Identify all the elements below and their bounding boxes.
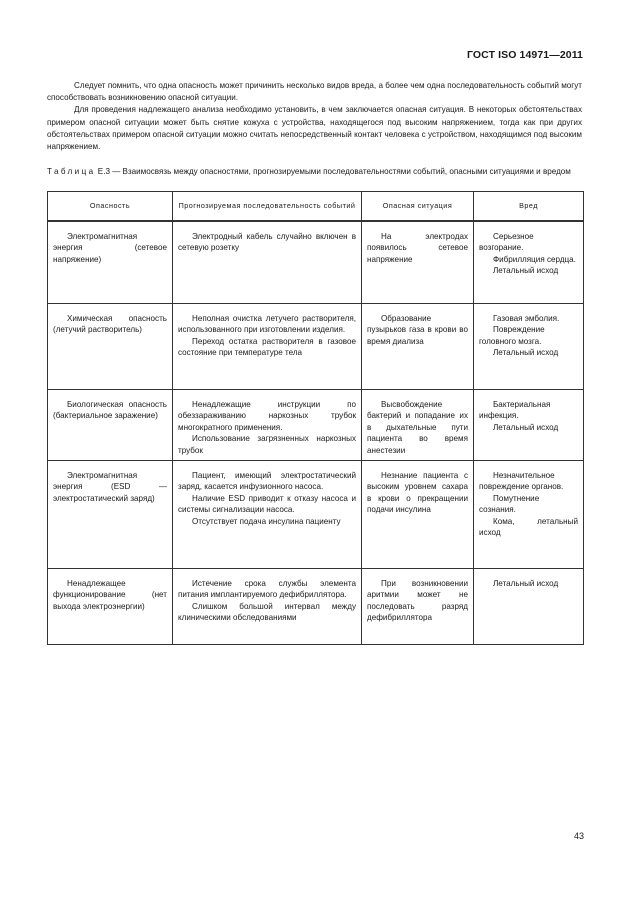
cell-paragraph: Газовая эмболия.	[493, 314, 560, 323]
cell-paragraph: Помутнение сознания.	[479, 493, 540, 515]
cell-paragraph: Отсутствует подача инсулина пациенту	[192, 516, 341, 526]
document-header: ГОСТ ISO 14971—2011	[466, 49, 583, 61]
table-caption-text: — Взаимосвязь между опасностями, прогнозируемыми последовательностями событий, опасными ситуациями и вредом	[109, 167, 571, 176]
table-row	[48, 569, 584, 645]
hazard-cell	[48, 390, 173, 461]
cell-paragraph: Неполная очистка летучего растворителя, использованного при изготовлении изделия.	[178, 314, 356, 335]
cell-paragraph: Ненадлежащие инструкции по обеззараживанию наркозных трубок многократного применения.	[178, 400, 356, 432]
harm-cell	[474, 461, 584, 569]
cell-paragraph: Электромагнитная энергия (ESD — электростатический заряд)	[53, 471, 167, 503]
cell-paragraph: Летальный исход	[493, 348, 559, 358]
cell-paragraph: Химическая опасность (летучий растворитель)	[53, 314, 167, 335]
cell-paragraph: Бактериальная инфекция.	[479, 400, 551, 421]
hazard-cell	[48, 221, 173, 304]
cell-paragraph: Истечение срока службы элемента питания имплантируемого дефибриллятора.	[178, 579, 356, 600]
table-row	[48, 390, 584, 461]
cell-paragraph: Летальный исход	[493, 579, 559, 589]
cell-paragraph: Использование загрязненных наркозных трубок	[178, 434, 356, 455]
column-header-hazard: Опасность	[48, 192, 173, 222]
hazard-table	[47, 191, 584, 645]
cell-paragraph: Ненадлежащее функционирование (нет выхода электроэнергии)	[53, 579, 167, 611]
cell-paragraph: Фибрилляция сердца.	[493, 254, 576, 264]
hazard-cell	[48, 569, 173, 645]
column-header-harm: Вред	[474, 192, 584, 222]
cell-paragraph: Электромагнитная энергия (сетевое напряжение)	[53, 232, 167, 264]
cell-paragraph: Незнание пациента с высоким уровнем сахара в крови о прекращении подачи инсулина	[367, 471, 468, 515]
cell-paragraph: Кома, летальный исход	[479, 516, 578, 538]
cell-paragraph: Переход остатка растворителя в газовое состояние при температуре тела	[178, 336, 356, 358]
harm-cell	[474, 221, 584, 304]
situation-cell	[362, 221, 474, 304]
table-row	[48, 221, 584, 304]
cell-paragraph: Повреждение головного мозга.	[479, 325, 545, 346]
intro-paragraph: Для проведения надлежащего анализа необходимо установить, в чем заключается опасная ситуация. В некоторых обстоятельствах примером опасной ситуации может быть снятие кожуха с устройства, находящегося под высоким напряжением, тогда как при других обстоятельствах примером опасной ситуации можно считать непосредственный контакт человека с устройством, находящимся под высоким напряжением.	[47, 105, 582, 152]
table-caption	[47, 166, 582, 178]
hazard-cell	[48, 461, 173, 569]
sequence-cell	[173, 304, 362, 390]
cell-paragraph: Летальный исход	[493, 422, 559, 432]
situation-cell	[362, 461, 474, 569]
cell-paragraph: Летальный исход	[493, 266, 559, 276]
harm-cell	[474, 304, 584, 390]
cell-paragraph: При возникновении аритмии может не последовать разряд дефибриллятора	[367, 579, 468, 623]
sequence-cell	[173, 390, 362, 461]
cell-paragraph: Образование пузырьков газа в крови во время диализа	[367, 314, 468, 346]
table-caption-number: Е.3	[97, 167, 110, 176]
cell-paragraph: На электродах появилось сетевое напряжение	[367, 232, 468, 264]
cell-paragraph: Наличие ESD приводит к отказу насоса и системы сигнализации насоса.	[178, 493, 356, 515]
cell-paragraph: Серьезное возгорание.	[479, 232, 534, 253]
intro-text	[47, 80, 582, 153]
cell-paragraph: Электродный кабель случайно включен в сетевую розетку	[178, 232, 356, 253]
situation-cell	[362, 390, 474, 461]
harm-cell	[474, 569, 584, 645]
cell-paragraph: Высвобождение бактерий и попадание их в дыхательные пути пациента во время анестезии	[367, 400, 468, 455]
intro-paragraph: Следует помнить, что одна опасность может причинить несколько видов вреда, а более чем одна последовательность событий могут способствовать возникновению опасной ситуации.	[47, 81, 582, 103]
situation-cell	[362, 569, 474, 645]
table-row	[48, 304, 584, 390]
cell-paragraph: Незначительное повреждение органов.	[479, 471, 564, 492]
cell-paragraph: Биологическая опасность (бактериальное заражение)	[53, 400, 167, 421]
sequence-cell	[173, 569, 362, 645]
table-caption-label: Таблица	[47, 167, 96, 176]
sequence-cell	[173, 461, 362, 569]
hazard-cell	[48, 304, 173, 390]
table-row	[48, 461, 584, 569]
cell-paragraph: Слишком большой интервал между клиническими обследованиями	[178, 601, 356, 623]
column-header-sequence: Прогнозируемая последовательность событий	[173, 192, 362, 222]
column-header-situation: Опасная ситуация	[362, 192, 474, 222]
cell-paragraph: Пациент, имеющий электростатический заряд, касается инфузионного насоса.	[178, 471, 356, 492]
sequence-cell	[173, 221, 362, 304]
harm-cell	[474, 390, 584, 461]
page-number: 43	[573, 831, 584, 841]
table-header-row	[48, 192, 584, 222]
situation-cell	[362, 304, 474, 390]
